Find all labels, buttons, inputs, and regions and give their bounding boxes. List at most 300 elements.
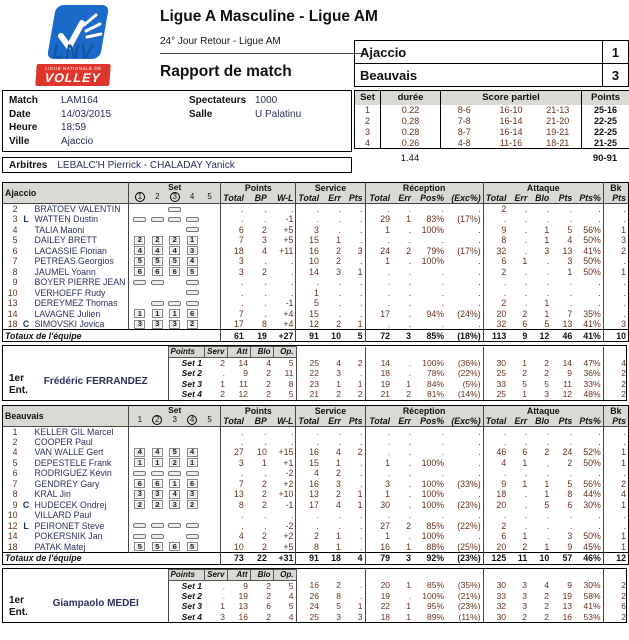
- player-stat: .: [264, 520, 267, 531]
- player-stat: .: [546, 436, 550, 447]
- player-stat: .: [603, 256, 628, 267]
- player-stat: .: [408, 468, 412, 479]
- player-stat: 3: [336, 478, 341, 489]
- player-stat: .: [598, 277, 601, 288]
- starting-position-marker: 4: [187, 448, 198, 457]
- subcol-header: Pts: [603, 416, 628, 427]
- player-sets-cell: [129, 468, 221, 479]
- set-marker-slot: [166, 500, 183, 510]
- set-marker-slot: [131, 246, 148, 256]
- player-stat: 4: [261, 245, 267, 256]
- coach-header-row: [3, 347, 628, 358]
- player-stat: 1: [544, 298, 550, 309]
- coach-col-serv: Serv: [204, 569, 227, 580]
- team-total-stat: 46: [551, 330, 574, 342]
- player-stat: 83%: [426, 214, 445, 225]
- played-set-marker: [186, 301, 199, 306]
- player-stat: 3: [357, 245, 363, 256]
- set-number-circled: 2: [152, 415, 162, 425]
- player-role: [20, 204, 33, 215]
- player-stat: .: [483, 510, 508, 521]
- player-sets-cell: [129, 531, 221, 542]
- referees-label: Arbitres: [9, 159, 48, 171]
- player-stat: .: [290, 510, 294, 521]
- player-stat: 8: [296, 542, 321, 553]
- coach-point-stat: 5: [288, 358, 294, 368]
- coach-point-stat: 2: [266, 580, 271, 591]
- player-stat: .: [360, 478, 363, 489]
- player-stat: .: [546, 277, 550, 288]
- player-stat: 9: [483, 479, 508, 490]
- player-role: [20, 235, 33, 246]
- coach-points-label: Points: [168, 569, 204, 580]
- player-stat: 1: [336, 531, 341, 542]
- coach-header-spacer: [603, 569, 628, 580]
- player-stat: .: [483, 437, 508, 448]
- player-stat: .: [441, 277, 445, 288]
- player-number: 2: [12, 436, 18, 447]
- player-stat: 4: [336, 447, 341, 458]
- set-marker-slot: [149, 204, 166, 214]
- played-set-marker: [168, 217, 181, 222]
- coach-set-stat: 13: [562, 601, 573, 612]
- player-stat: .: [360, 277, 363, 288]
- team-total-stat: (23%): [446, 552, 483, 564]
- player-stat: .: [365, 235, 392, 246]
- player-stat: 1: [567, 266, 573, 277]
- player-stat: 1: [365, 531, 392, 542]
- stats-header-groups: [3, 405, 629, 416]
- player-stat: -1: [285, 499, 294, 510]
- player-stat: .: [483, 288, 508, 299]
- player-row: [3, 458, 629, 469]
- player-row: [3, 204, 629, 215]
- set-marker-slot: [131, 489, 148, 499]
- coach-header-spacer: [296, 569, 365, 580]
- player-stat: 1: [522, 478, 528, 489]
- subcol-header: Err: [508, 416, 529, 427]
- played-set-marker: [186, 534, 199, 539]
- subcol-header: (Exc%): [446, 193, 483, 204]
- played-set-marker: [151, 217, 164, 222]
- subcol-header: Total: [221, 193, 246, 204]
- coach-header-row: [3, 569, 628, 580]
- group-header-bk: Bk: [603, 405, 628, 416]
- set-marker-slot: [183, 458, 200, 468]
- coach-box: [2, 568, 627, 624]
- match-info-row: [9, 121, 189, 135]
- coach-set-stat: 33: [483, 591, 508, 602]
- coach-set-stat: 1: [522, 389, 528, 400]
- coach-set-stat: (22%): [457, 368, 481, 379]
- player-number: 2: [3, 204, 20, 215]
- coach-set-stat: 2: [406, 389, 412, 400]
- starting-position-marker: 2: [169, 458, 180, 467]
- set-points: 22-25: [582, 116, 629, 127]
- player-stat: .: [551, 204, 574, 215]
- coach-set-stat: 4: [603, 358, 628, 369]
- player-stat: 2: [483, 204, 508, 215]
- set-marker-slot: [149, 500, 166, 510]
- player-name: LACASSIE Florian: [34, 245, 107, 256]
- player-stat: 2: [522, 308, 528, 319]
- starting-position-marker: 4: [187, 257, 198, 266]
- lnv-banner-line1: LIGUE NATIONALE DE: [45, 66, 102, 71]
- player-stat: 3: [603, 235, 628, 246]
- played-set-marker: [168, 301, 181, 306]
- set-marker-slot: [166, 246, 183, 256]
- player-row: [3, 510, 629, 521]
- team-total-stat: (18%): [446, 330, 483, 342]
- played-set-marker: [133, 217, 146, 222]
- player-stat: .: [598, 520, 601, 531]
- played-set-marker: [151, 301, 164, 306]
- match-info-value: 18:59: [61, 122, 87, 134]
- player-stat: +5: [283, 541, 294, 552]
- set-number: 5: [207, 192, 212, 201]
- partial-score: 8-6: [441, 105, 488, 116]
- sets-header: [129, 183, 221, 204]
- col-points: Points: [582, 91, 629, 105]
- played-set-marker: [186, 280, 199, 285]
- player-stat: +4: [283, 308, 294, 319]
- set-number-header: [201, 192, 218, 202]
- player-stat: 85%: [426, 520, 445, 531]
- team-name: Beauvais: [3, 405, 129, 426]
- coach-set-stat: 2: [603, 580, 628, 591]
- group-header-réception: Réception: [365, 405, 483, 416]
- set-marker-slot: [183, 521, 200, 531]
- coach-set-stat: 3: [357, 611, 363, 622]
- played-set-marker: [186, 217, 199, 222]
- coach-point-stat: 1: [220, 601, 225, 612]
- starting-position-marker: 3: [169, 320, 180, 329]
- coach-set-stat: 14: [365, 358, 392, 369]
- team-total-stat: 73: [221, 552, 246, 564]
- player-stats-table: [2, 182, 629, 342]
- set-markers: [131, 510, 218, 520]
- team-total-stat: 10: [529, 552, 551, 564]
- referees-names: LEBALC'H Pierrick - CHALADAY Yanick: [57, 159, 235, 171]
- player-stat: .: [478, 287, 481, 298]
- player-stat: 10: [257, 447, 267, 458]
- player-stat: .: [392, 204, 413, 215]
- coach-set-stat: 2: [336, 389, 341, 400]
- set-marker-slot: [201, 288, 218, 298]
- set-markers: [131, 531, 218, 541]
- coach-set-stat: 9: [567, 368, 573, 379]
- player-stat: 1: [336, 235, 341, 246]
- set-number-header: [149, 192, 166, 202]
- player-stat: 3: [567, 256, 573, 267]
- player-stat: .: [524, 277, 528, 288]
- coach-set-stat: 1: [357, 378, 363, 389]
- coach-header-spacer: [603, 347, 628, 358]
- player-sets-cell: [129, 298, 221, 309]
- player-stat: .: [365, 510, 392, 521]
- set-marker-slot: [201, 468, 218, 478]
- team-total-stat: 12: [603, 552, 628, 564]
- player-row: [3, 479, 629, 490]
- set-markers: [131, 298, 218, 308]
- coach-point-stat: 4: [266, 358, 271, 368]
- set-marker-slot: [131, 319, 148, 329]
- player-number: 18: [7, 541, 18, 552]
- coach-set-stat: 2: [357, 389, 363, 400]
- player-stat: 9: [483, 225, 508, 236]
- set-marker-slot: [166, 214, 183, 224]
- set-number-header: [183, 192, 200, 202]
- player-stat: .: [408, 531, 412, 542]
- team-totals-label: Totaux de l'équipe: [3, 552, 221, 564]
- player-row: [3, 214, 629, 225]
- coach-name: Giampaolo MEDEI: [52, 598, 139, 609]
- player-stat: 8: [567, 489, 573, 500]
- player-number: 6: [12, 245, 18, 256]
- coach-set-stat: 2: [522, 611, 528, 622]
- set-marker-slot: [166, 309, 183, 319]
- player-stat: 2: [261, 266, 267, 277]
- player-stat: 50%: [583, 256, 601, 267]
- coach-set-label: Set 3: [168, 601, 204, 612]
- player-stat: 2: [336, 468, 341, 479]
- player-stat: .: [603, 204, 628, 215]
- set-marker-slot: [131, 298, 148, 308]
- player-role: [20, 298, 33, 309]
- coach-set-stat: 2: [603, 612, 628, 623]
- set-marker-slot: [201, 479, 218, 489]
- player-stat: .: [574, 204, 603, 215]
- home-sets-won: 1: [602, 41, 628, 63]
- set-number: 1: [137, 414, 143, 424]
- score-row-home: [355, 41, 628, 63]
- player-stat: .: [524, 214, 528, 225]
- set-marker-slot: [149, 246, 166, 256]
- player-row: [3, 298, 629, 309]
- player-stat: 5: [544, 499, 550, 510]
- coach-set-stat: (36%): [457, 357, 481, 368]
- match-info-value: Ajaccio: [61, 135, 94, 147]
- coach-set-stat: 3: [522, 590, 528, 601]
- coach-set-stat: 2: [544, 590, 550, 601]
- player-role: [20, 437, 33, 448]
- set-marker-slot: [183, 447, 200, 457]
- player-stat: 3: [567, 531, 573, 542]
- player-stat: .: [264, 277, 267, 288]
- player-stat: 10: [296, 256, 321, 267]
- sets-header: [129, 405, 221, 426]
- player-stat: 32: [483, 319, 508, 330]
- subcol-header: Total: [365, 416, 392, 427]
- set-marker-slot: [131, 510, 148, 520]
- player-stat: 1: [522, 256, 528, 267]
- player-sets-cell: [129, 309, 221, 320]
- coach-col-op: Op.: [273, 569, 296, 580]
- player-stat: 56%: [583, 224, 601, 235]
- coach-point-stat: 16: [238, 611, 248, 622]
- starting-position-marker: 1: [152, 309, 163, 318]
- player-stat: .: [360, 457, 363, 468]
- coach-set-stat: 41%: [583, 601, 601, 612]
- player-name: DEREYMEZ Thomas: [34, 298, 118, 309]
- player-role: [20, 531, 33, 542]
- player-row: [3, 500, 629, 511]
- coach-set-stat: 2: [603, 379, 628, 390]
- coach-set-stat: 53%: [583, 611, 601, 622]
- set-marker-slot: [131, 500, 148, 510]
- player-stat: .: [365, 288, 392, 299]
- player-row: [3, 521, 629, 532]
- played-set-marker: [186, 227, 199, 232]
- set-marker-slot: [201, 235, 218, 245]
- player-stat: 2: [522, 541, 528, 552]
- starting-position-marker: 4: [134, 448, 145, 457]
- set-marker-slot: [201, 204, 218, 214]
- group-header-points: Points: [221, 405, 296, 416]
- coach-info: [5, 595, 166, 622]
- player-stat: .: [524, 436, 528, 447]
- set-marker-slot: [149, 277, 166, 287]
- set-marker-slot: [166, 427, 183, 437]
- player-sets-cell: [129, 458, 221, 469]
- player-stat: .: [546, 531, 550, 542]
- coach-point-stat: 1: [220, 378, 225, 389]
- set-marker-slot: [183, 225, 200, 235]
- lnv-logo: [34, 4, 112, 86]
- player-role: [20, 479, 33, 490]
- subcol-header: Err: [321, 416, 343, 427]
- coach-set-stat: 12: [562, 389, 573, 400]
- final-score-box: [354, 40, 629, 87]
- player-number: 8: [12, 489, 18, 500]
- coach-point-stat: 4: [288, 611, 294, 622]
- played-set-marker: [151, 523, 164, 528]
- report-title: Rapport de match: [160, 63, 292, 80]
- coach-role: Ent.: [9, 384, 28, 396]
- player-name: RODRIGUEZ Kévin: [34, 468, 112, 479]
- player-stat: .: [408, 457, 412, 468]
- coach-set-stat: 2: [544, 368, 550, 379]
- set-marker-slot: [166, 204, 183, 214]
- player-stat: 100%: [421, 489, 445, 500]
- subcol-header: Total: [221, 416, 246, 427]
- set-number: 3: [172, 414, 177, 424]
- set-points: 21-25: [582, 138, 629, 149]
- player-number: 10: [7, 510, 18, 521]
- player-name: DEPESTELE Frank: [34, 457, 112, 468]
- coach-set-stat: 3: [544, 389, 550, 400]
- coach-set-stat: .: [408, 368, 412, 379]
- player-role: C: [22, 319, 30, 329]
- player-stat: .: [524, 489, 528, 500]
- player-stat: 3: [544, 245, 550, 256]
- player-stat: 6: [567, 499, 573, 510]
- set-marker-slot: [183, 309, 200, 319]
- player-stat: 45%: [583, 541, 601, 552]
- set-marker-slot: [166, 235, 183, 245]
- player-stat: 6: [522, 319, 528, 329]
- match-info-value: 1000: [255, 95, 278, 107]
- coach-set-stat: 84%: [427, 378, 445, 389]
- match-info-label: Spectateurs: [189, 95, 247, 107]
- set-number: 3: [364, 127, 370, 137]
- set-marker-slot: [201, 309, 218, 319]
- player-stat: .: [408, 489, 412, 500]
- set-marker-slot: [183, 256, 200, 266]
- set-marker-slot: [149, 521, 166, 531]
- set-marker-slot: [183, 277, 200, 287]
- player-stat: 1: [522, 531, 528, 542]
- coach-set-stat: 47%: [583, 357, 601, 368]
- player-row: [3, 542, 629, 553]
- played-set-marker: [133, 523, 146, 528]
- player-stat: .: [529, 426, 551, 437]
- player-stat: .: [598, 298, 601, 309]
- set-marker-slot: [149, 437, 166, 447]
- player-stat: 100%: [421, 499, 445, 510]
- player-row: [3, 437, 629, 448]
- set-score-row: [355, 116, 629, 127]
- set-marker-slot: [166, 531, 183, 541]
- subcol-header: Err: [321, 193, 343, 204]
- subcol-header: Pts: [343, 416, 365, 427]
- player-stat: .: [598, 214, 601, 225]
- coach-set-stat: 1: [406, 611, 412, 622]
- subcol-header: Pts%: [574, 193, 603, 204]
- coach-point-stat: 13: [238, 601, 248, 612]
- coach-set-stat: 18: [365, 612, 392, 623]
- coach-point-stat: 4: [288, 590, 294, 601]
- player-stat: .: [603, 437, 628, 448]
- referees-box: [2, 157, 352, 173]
- coach-set-stat: 25: [296, 358, 321, 369]
- set-marker-slot: [183, 500, 200, 510]
- player-stat: .: [524, 499, 528, 510]
- team-total-stat: 11: [508, 552, 529, 564]
- played-set-marker: [151, 471, 164, 476]
- match-info-right: [189, 94, 301, 148]
- player-stat: .: [598, 468, 601, 479]
- set-duration: 0.22: [381, 105, 441, 116]
- player-role: [20, 277, 33, 288]
- coach-col-att: Att: [227, 569, 250, 580]
- set-marker-slot: [131, 204, 148, 214]
- player-stat: .: [603, 298, 628, 309]
- played-set-marker: [186, 471, 199, 476]
- coach-rank: 1er: [9, 372, 25, 384]
- match-info-row: [9, 94, 189, 108]
- player-stat: 50%: [583, 531, 601, 542]
- player-stat: .: [483, 468, 508, 479]
- lnv-banner-line2: VOLLEY: [44, 71, 102, 85]
- team-total-stat: 19: [246, 330, 269, 342]
- set-marker-slot: [131, 531, 148, 541]
- set-table-header: [355, 91, 629, 105]
- player-stat: +10: [278, 489, 294, 500]
- set-markers: [131, 288, 218, 298]
- set-marker-slot: [131, 225, 148, 235]
- set-marker-slot: [131, 277, 148, 287]
- player-stat: 12: [296, 319, 321, 330]
- set-marker-slot: [149, 214, 166, 224]
- coach-set-label: Set 4: [168, 389, 204, 400]
- total-duration: 1.44: [400, 153, 420, 164]
- coach-set-stat: 1: [406, 378, 412, 389]
- coach-set-stat: 1: [406, 601, 412, 612]
- team-totals-row: [3, 330, 629, 342]
- subcol-header: Pos%: [413, 416, 446, 427]
- player-stat: 88%: [426, 541, 445, 552]
